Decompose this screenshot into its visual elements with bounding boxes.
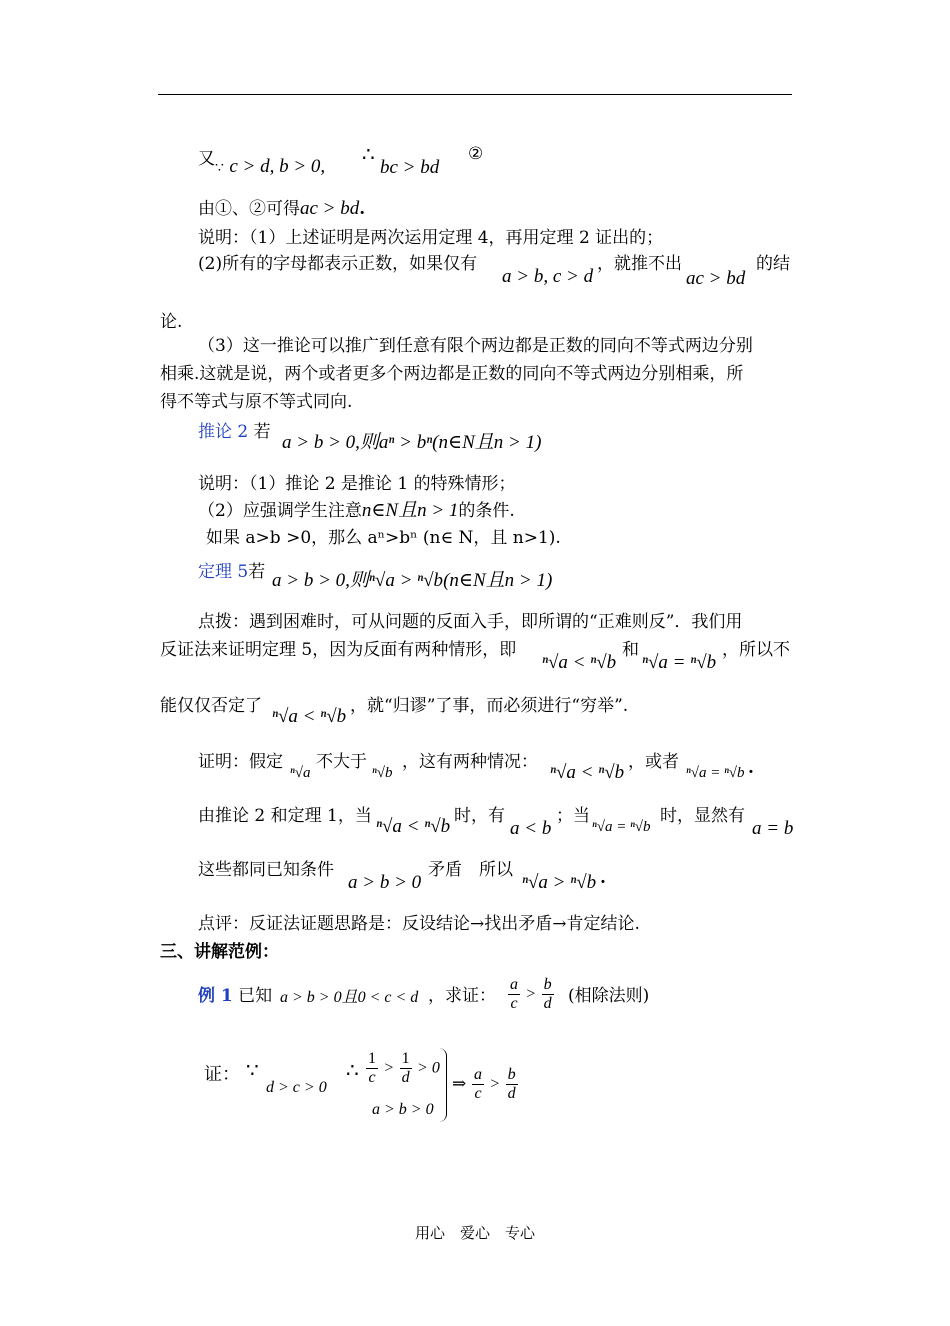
line-2 — [198, 198, 365, 221]
denominator: d — [543, 994, 552, 1012]
numerator: a — [510, 976, 518, 993]
fraction-conclusion: $\frac{a}{c}$ > $\frac{b}{d}$ — [474, 1066, 516, 1102]
text: 矛盾 所以 — [428, 860, 513, 880]
math-root-equal: ⁿ√a = ⁿ√b — [642, 652, 717, 673]
math-root-a: ⁿ√a — [290, 765, 311, 781]
math-root-less: ⁿ√a < ⁿ√b — [376, 816, 451, 837]
math-roots: ⁿ√a > ⁿ√b — [368, 570, 444, 591]
math: ac > bd — [300, 198, 360, 219]
math: (n∈N且n > 1) — [443, 570, 553, 591]
because-symbol: ∵ — [215, 160, 224, 176]
math-d-gt-c: d > c > 0 — [266, 1079, 327, 1096]
math-given: a > b > 0且0 < c < d — [280, 989, 419, 1006]
header-rule — [158, 94, 792, 95]
line-7: 相乘.这就是说，两个或者更多个两边都是正数的同向不等式两边分别相乘，所 — [160, 364, 744, 384]
text: 若 — [253, 422, 271, 442]
text: ，或者 — [628, 752, 679, 772]
math-root-equal: ⁿ√a = ⁿ√b — [686, 765, 745, 781]
text: 又 — [198, 149, 215, 169]
math-root-equal: ⁿ√a = ⁿ√b — [592, 819, 651, 835]
line-5: 论. — [160, 312, 183, 332]
text: (2)所有的字母都表示正数，如果仅有 — [198, 254, 478, 274]
text: 能仅仅否定了 — [160, 696, 262, 716]
text: 证明：假定 — [198, 752, 283, 772]
text: ，求证： — [428, 986, 496, 1006]
math-a-gt-b: a > b > 0 — [372, 1101, 434, 1118]
math-a-equal-b: a = b — [752, 818, 794, 839]
numerator: a — [474, 1066, 482, 1083]
text: 由推论 2 和定理 1，当 — [198, 806, 372, 826]
math-theorem-5 — [272, 570, 552, 593]
math-root-less: ⁿ√a < ⁿ√b — [272, 706, 347, 727]
fraction-a-over-c: $\frac{a}{c}$ > $\frac{b}{d}$ — [510, 976, 552, 1012]
text: ，就推不出 — [597, 254, 682, 274]
math: > 0 — [417, 1059, 440, 1077]
numerator: b — [507, 1066, 516, 1083]
text: 这些都同已知条件 — [198, 860, 334, 880]
therefore-symbol: ∴ — [362, 142, 375, 166]
line-9 — [198, 422, 271, 442]
line-15 — [160, 640, 516, 660]
example-1-label: 例 1 — [198, 986, 233, 1006]
numerator: 1 — [401, 1050, 410, 1067]
text: 由①、②可得 — [198, 199, 300, 219]
math-condition: c > d, b > 0, — [229, 156, 326, 177]
example-1-line — [198, 986, 272, 1006]
line-1 — [198, 148, 326, 177]
line-12: 如果 a>b >0，那么 aⁿ>bⁿ (n∈ N，且 n>1). — [206, 528, 561, 548]
math-result: bc > bd — [380, 157, 440, 178]
text: 不大于 — [316, 752, 367, 772]
text: 和 — [622, 640, 639, 660]
footer: 用心 爱心 专心 — [414, 1224, 535, 1242]
line-19 — [198, 860, 334, 880]
text: 时，显然有 — [660, 806, 745, 826]
line-8: 得不等式与原不等式同向. — [160, 392, 353, 412]
right-brace — [438, 1048, 447, 1122]
math: a > b > 0,则 — [272, 570, 369, 591]
line-17 — [198, 752, 283, 772]
line-3: 说明：（1）上述证明是两次运用定理 4，再用定理 2 证出的； — [198, 228, 664, 248]
denominator: c — [368, 1068, 376, 1086]
text: 时，有 — [454, 806, 505, 826]
line-13 — [198, 562, 265, 582]
line-16 — [160, 696, 262, 716]
math-ab-cd: a > b, c > d — [502, 266, 594, 287]
math-ac-bd: ac > bd — [686, 268, 746, 289]
numerator: b — [543, 976, 552, 993]
text: 的条件. — [458, 501, 515, 521]
line-11 — [198, 500, 515, 523]
therefore-symbol: ∴ — [346, 1058, 359, 1082]
theorem-5-label: 定理 5 — [198, 562, 249, 582]
math-a-gt-b-gt-0: a > b > 0 — [348, 872, 422, 893]
line-6: （3）这一推论可以推广到任意有限个两边都是正数的同向不等式两边分别 — [198, 336, 753, 356]
text: 若 — [248, 562, 266, 582]
text: ；当 — [556, 806, 590, 826]
text: ，这有两种情况： — [402, 752, 538, 772]
text: ，就“归谬”了事，而必须进行“穷举”. — [350, 696, 629, 716]
numerator: 1 — [368, 1050, 376, 1067]
line-20: 点评：反证法证题思路是：反设结论→找出矛盾→肯定结论. — [198, 914, 640, 934]
denominator: d — [507, 1084, 516, 1102]
line-14: 点拨：遇到困难时，可从问题的反面入手，即所谓的“正难则反”．我们用 — [198, 612, 743, 632]
text-division-rule: (相除法则) — [568, 986, 650, 1006]
math-root-b: ⁿ√b — [372, 765, 393, 781]
line-10: 说明：（1）推论 2 是推论 1 的特殊情形； — [198, 474, 516, 494]
math-corollary-2: a > b > 0,则aⁿ > bⁿ(n∈N且n > 1) — [282, 432, 542, 453]
because-symbol: ∵ — [246, 1058, 259, 1082]
proof-label: 证： — [204, 1064, 240, 1085]
fraction-inequality: $\frac{1}{c}$ > $\frac{1}{d}$ > 0 — [368, 1050, 440, 1086]
text: 已知 — [238, 986, 273, 1006]
text: 的结 — [756, 254, 790, 274]
math: n∈N且n > 1 — [361, 500, 459, 521]
period: . — [748, 758, 754, 778]
text: （2）应强调学生注意 — [198, 501, 362, 521]
implies-symbol: ⇒ — [452, 1074, 467, 1094]
denominator: c — [474, 1084, 482, 1102]
period: . — [600, 868, 606, 888]
text: 反证法来证明定理 5，因为反面有两种情形，即 — [160, 640, 517, 660]
math-root-less: ⁿ√a < ⁿ√b — [550, 762, 625, 783]
corollary-2-label: 推论 2 — [198, 422, 249, 442]
line-18 — [198, 806, 372, 826]
math-root-greater: ⁿ√a > ⁿ√b — [522, 872, 597, 893]
line-4 — [198, 254, 477, 274]
denominator: c — [510, 994, 518, 1012]
text: ，所以不 — [722, 640, 790, 660]
period: . — [359, 199, 366, 219]
math-root-less: ⁿ√a < ⁿ√b — [542, 652, 617, 673]
denominator: d — [401, 1068, 410, 1086]
math-a-less-b: a < b — [510, 818, 552, 839]
section-heading: 三、讲解范例： — [160, 942, 279, 962]
circle-number-2: ② — [468, 144, 484, 164]
